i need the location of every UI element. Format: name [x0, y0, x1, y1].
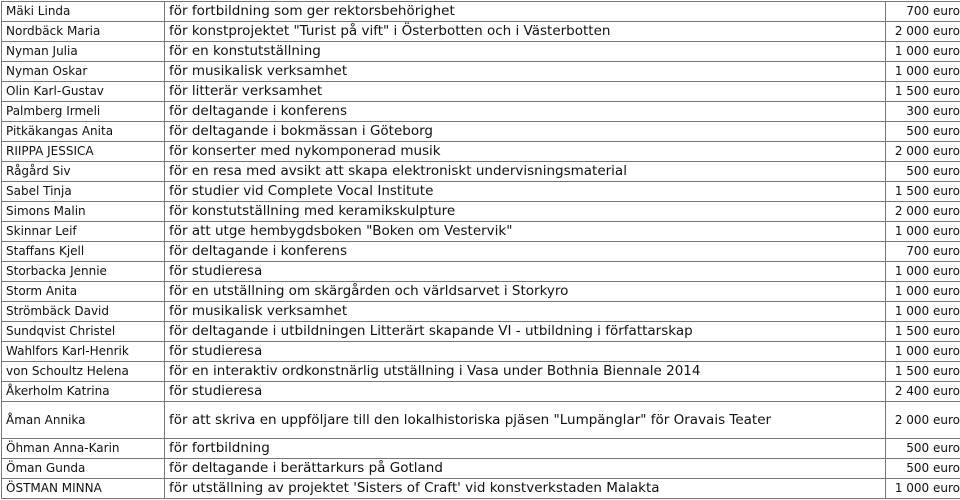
- grant-amount: 1 000 euro: [886, 342, 960, 362]
- grant-purpose: för en utställning om skärgården och världsarvet i Storkyro: [165, 282, 886, 302]
- grant-amount: 2 000 euro: [886, 22, 960, 42]
- grant-purpose: för en resa med avsikt att skapa elektroniskt undervisningsmaterial: [165, 162, 886, 182]
- grant-amount: 500 euro: [886, 122, 960, 142]
- table-row: [2, 202, 960, 222]
- grant-purpose: för studieresa: [165, 382, 886, 402]
- grant-amount: 500 euro: [886, 439, 960, 459]
- table-row: [2, 242, 960, 262]
- grant-amount: 1 000 euro: [886, 282, 960, 302]
- grant-purpose: för konserter med nykomponerad musik: [165, 142, 886, 162]
- grant-purpose: för att skriva en uppföljare till den lokalhistoriska pjäsen "Lumpänglar" för Oravais Teater: [165, 402, 886, 439]
- grant-purpose: för att utge hembygdsboken "Boken om Vestervik": [165, 222, 886, 242]
- table-row: [2, 282, 960, 302]
- table-row: [2, 22, 960, 42]
- table-row: [2, 302, 960, 322]
- recipient-name: Nyman Julia: [2, 42, 165, 62]
- recipient-name: Sabel Tinja: [2, 182, 165, 202]
- table-row: [2, 382, 960, 402]
- recipient-name: Öhman Anna-Karin: [2, 439, 165, 459]
- grant-purpose: för en interaktiv ordkonstnärlig utställning i Vasa under Bothnia Biennale 2014: [165, 362, 886, 382]
- table-row: [2, 142, 960, 162]
- recipient-name: Åkerholm Katrina: [2, 382, 165, 402]
- grants-table-body: [2, 2, 960, 499]
- grant-purpose: för en konstutställning: [165, 42, 886, 62]
- recipient-name: Olin Karl-Gustav: [2, 82, 165, 102]
- grant-amount: 1 000 euro: [886, 302, 960, 322]
- grant-amount: 2 000 euro: [886, 142, 960, 162]
- recipient-name: Rågård Siv: [2, 162, 165, 182]
- grant-purpose: för litterär verksamhet: [165, 82, 886, 102]
- table-row: [2, 2, 960, 22]
- grant-purpose: för studieresa: [165, 342, 886, 362]
- recipient-name: Storbacka Jennie: [2, 262, 165, 282]
- recipient-name: Skinnar Leif: [2, 222, 165, 242]
- grant-amount: 1 500 euro: [886, 362, 960, 382]
- grant-amount: 1 500 euro: [886, 82, 960, 102]
- table-row: [2, 402, 960, 439]
- grant-amount: 500 euro: [886, 459, 960, 479]
- grant-purpose: för musikalisk verksamhet: [165, 302, 886, 322]
- grant-purpose: för musikalisk verksamhet: [165, 62, 886, 82]
- recipient-name: Palmberg Irmeli: [2, 102, 165, 122]
- grant-amount: 1 000 euro: [886, 42, 960, 62]
- grant-amount: 700 euro: [886, 242, 960, 262]
- grant-amount: 500 euro: [886, 162, 960, 182]
- table-row: [2, 42, 960, 62]
- table-row: [2, 439, 960, 459]
- grant-amount: 300 euro: [886, 102, 960, 122]
- table-row: [2, 362, 960, 382]
- grant-purpose: för konstutställning med keramikskulpture: [165, 202, 886, 222]
- grant-purpose: för deltagande i konferens: [165, 102, 886, 122]
- recipient-name: Nyman Oskar: [2, 62, 165, 82]
- grant-amount: 1 000 euro: [886, 262, 960, 282]
- recipient-name: Strömbäck David: [2, 302, 165, 322]
- table-row: [2, 342, 960, 362]
- grant-amount: 2 400 euro: [886, 382, 960, 402]
- recipient-name: Pitkäkangas Anita: [2, 122, 165, 142]
- table-row: [2, 322, 960, 342]
- grant-amount: 700 euro: [886, 2, 960, 22]
- grant-purpose: för deltagande i utbildningen Litterärt skapande VI - utbildning i författarskap: [165, 322, 886, 342]
- grant-purpose: för studieresa: [165, 262, 886, 282]
- recipient-name: Simons Malin: [2, 202, 165, 222]
- grant-amount: 2 000 euro: [886, 402, 960, 439]
- table-row: [2, 122, 960, 142]
- grant-purpose: för deltagande i bokmässan i Göteborg: [165, 122, 886, 142]
- recipient-name: Sundqvist Christel: [2, 322, 165, 342]
- recipient-name: RIIPPA JESSICA: [2, 142, 165, 162]
- table-row: [2, 162, 960, 182]
- grant-amount: 2 000 euro: [886, 202, 960, 222]
- table-row: [2, 62, 960, 82]
- grant-amount: 1 500 euro: [886, 322, 960, 342]
- table-row: [2, 479, 960, 499]
- grant-purpose: för fortbildning: [165, 439, 886, 459]
- grant-amount: 1 000 euro: [886, 222, 960, 242]
- recipient-name: Staffans Kjell: [2, 242, 165, 262]
- grant-purpose: för konstprojektet "Turist på vift" i Österbotten och i Västerbotten: [165, 22, 886, 42]
- recipient-name: Nordbäck Maria: [2, 22, 165, 42]
- grant-purpose: för fortbildning som ger rektorsbehörighet: [165, 2, 886, 22]
- recipient-name: ÖSTMAN MINNA: [2, 479, 165, 499]
- table-row: [2, 82, 960, 102]
- table-row: [2, 102, 960, 122]
- grant-amount: 1 000 euro: [886, 62, 960, 82]
- recipient-name: von Schoultz Helena: [2, 362, 165, 382]
- grant-purpose: för deltagande i konferens: [165, 242, 886, 262]
- recipient-name: Storm Anita: [2, 282, 165, 302]
- table-row: [2, 222, 960, 242]
- grant-purpose: för deltagande i berättarkurs på Gotland: [165, 459, 886, 479]
- table-row: [2, 262, 960, 282]
- grant-purpose: för utställning av projektet 'Sisters of Craft' vid konstverkstaden Malakta: [165, 479, 886, 499]
- grant-purpose: för studier vid Complete Vocal Institute: [165, 182, 886, 202]
- grants-table: [1, 1, 960, 499]
- grant-amount: 1 500 euro: [886, 182, 960, 202]
- recipient-name: Åman Annika: [2, 402, 165, 439]
- recipient-name: Öman Gunda: [2, 459, 165, 479]
- recipient-name: Wahlfors Karl-Henrik: [2, 342, 165, 362]
- recipient-name: Mäki Linda: [2, 2, 165, 22]
- grant-amount: 1 000 euro: [886, 479, 960, 499]
- table-row: [2, 459, 960, 479]
- table-row: [2, 182, 960, 202]
